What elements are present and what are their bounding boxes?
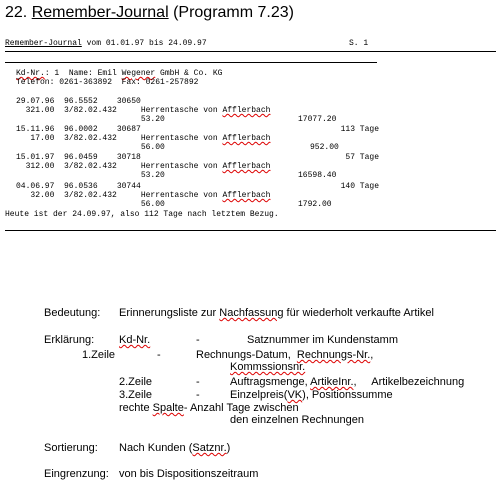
zeile2-text [230,376,464,388]
zeile3-text-c: ), Positionssumme [302,389,393,401]
entry-line1: 04.06.97 96.0536 30744 [16,182,141,191]
page-title [5,4,294,22]
zeile2-text-c: , Artikelbezeichnung [353,376,465,388]
rechte-b: Spalte [152,402,184,414]
bedeutung-text [119,307,434,319]
entry-sum: 1792.00 [298,200,332,209]
zeile2-text-a: Auftragsmenge, [230,376,311,388]
eingrenzung-text: von bis Dispositionszeitraum [119,468,259,480]
rechte-spalte-cont: den einzelnen Rechnungen [230,414,364,426]
sortierung-a: Nach Kunden ( [119,442,193,454]
entry-sum: 17077.20 [298,115,337,124]
title-name: Remember-Journal [31,4,169,21]
entry-line3: 56.00 [16,200,165,209]
report-footer: Heute ist der 24.09.97, also 112 Tage nach letztem Bezug. [5,210,279,219]
eingrenzung-label: Eingrenzung: [44,468,109,480]
entry-line2 [16,107,270,115]
zeile1-text-b: Rechnungs-Nr. [296,349,371,361]
rechte-c: - Anzahl Tage zwischen [183,402,299,414]
entry-sum: 16598.40 [298,171,337,180]
zeile1-text-c: , [370,349,374,361]
zeile2-dash: - [196,376,200,388]
entry-days: 140 Tage [340,182,379,191]
entry-line1: 15.01.97 96.0459 30718 [16,153,141,162]
erklaerung-label: Erklärung: [44,334,95,346]
report-header [5,40,207,48]
customer-name-word: Wegener [121,69,156,78]
entry-qty-line: 312.00 3/82.02.432 Herrentasche von [16,162,223,171]
report-page: S. 1 [349,39,369,48]
sortierung-text [119,442,230,454]
bedeutung-post: für wiederholt verkaufte Artikel [283,307,434,319]
zeile3-label: 3.Zeile [119,389,153,401]
rechte-a: rechte [119,402,153,414]
entry-article-word: Afflerbach [222,191,271,200]
entry-sum: 952.00 [310,143,339,152]
customer-kdnr: Kd-Nr. [16,69,45,78]
sortierung-b: Satznr. [192,442,227,454]
sortierung-c: ) [226,442,231,454]
entry-qty-line: 17.00 3/82.02.432 Herrentasche von [16,134,223,143]
customer-name-suffix: GmbH & Co. KG [155,69,223,78]
zeile3-text-b: VK [287,389,303,401]
zeile3-text [230,389,393,401]
kdnr-dash: - [196,334,200,346]
entry-line1: 15.11.96 96.0002 30687 [16,125,141,134]
entry-line2 [16,163,270,171]
report-divider-top [5,51,496,52]
zeile2-text-b: ArtikeInr. [310,376,354,388]
zeile1-text [196,349,373,361]
sortierung-label: Sortierung: [44,442,98,454]
entry-article-word: Afflerbach [222,106,271,115]
report-divider-bottom [5,230,496,231]
zeile1-kommission: Kommssionsnr. [230,361,306,373]
kdnr-text: Satznummer im Kundenstamm [247,334,398,346]
entry-line3: 56.00 [16,143,165,152]
entry-line3: 53.20 [16,171,165,180]
kdnr-label: Kd-Nr. [119,334,151,346]
report-divider-second [5,62,377,63]
entry-days: 57 Tage [345,153,379,162]
title-rest: (Programm 7.23) [168,4,294,21]
zeile1-dash: - [157,349,161,361]
entry-line2 [16,135,270,143]
zeile1-label: 1.Zeile [82,349,116,361]
entry-line2 [16,192,270,200]
report-header-word: Remember-Journal [5,39,82,48]
zeile3-text-a: Einzelpreis( [230,389,288,401]
entry-line1: 29.07.96 96.5552 30650 [16,97,141,106]
entry-article-word: Afflerbach [222,162,271,171]
bedeutung-word: Nachfassung [219,307,284,319]
bedeutung-pre: Erinnerungsliste zur [119,307,220,319]
entry-qty-line: 32.00 3/82.02.432 Herrentasche von [16,191,223,200]
rechte-spalte [119,402,299,414]
bedeutung-label: Bedeutung: [44,307,101,319]
entry-article-word: Afflerbach [222,134,271,143]
entry-qty-line: 321.00 3/82.02.432 Herrentasche von [16,106,223,115]
entry-days: 113 Tage [340,125,379,134]
customer-name-prefix: : 1 Name: Emil [44,69,122,78]
customer-line [16,70,222,78]
title-number: 22. [5,4,32,21]
zeile2-label: 2.Zeile [119,376,153,388]
report-header-rest: vom 01.01.97 bis 24.09.97 [81,39,207,48]
zeile3-dash: - [196,389,200,401]
customer-phone: Telefon: 0261-363892 Fax: 0261-257892 [16,78,199,87]
zeile1-text-a: Rechnungs-Datum, [196,349,297,361]
entry-line3: 53.20 [16,115,165,124]
